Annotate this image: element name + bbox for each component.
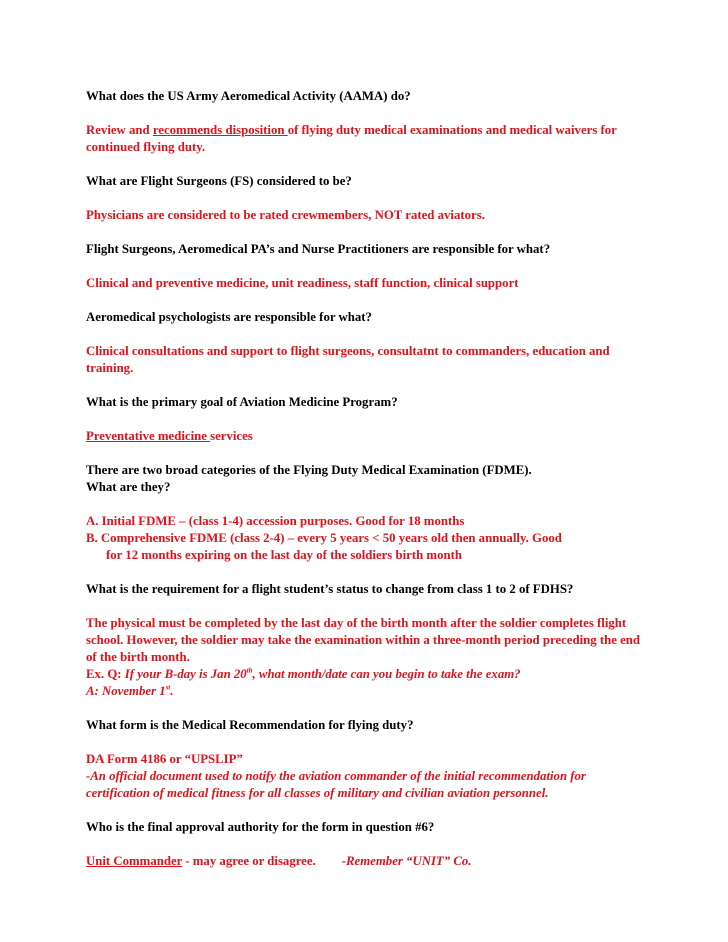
question-flight-surgeons: What are Flight Surgeons (FS) considered to be?: [86, 174, 352, 188]
question-responsibilities: Flight Surgeons, Aeromedical PA’s and Nurse Practitioners are responsible for what?: [86, 242, 551, 256]
question-approval-authority: Who is the final approval authority for the form in question #6?: [86, 820, 435, 834]
example-answer-post: .: [170, 684, 174, 698]
answer-fdme-a: A. Initial FDME – (class 1-4) accession purposes. Good for 18 months: [86, 514, 465, 528]
answer-aama-underlined: recommends disposition: [152, 123, 288, 137]
answer-responsibilities: Clinical and preventive medicine, unit readiness, staff function, clinical support: [86, 276, 519, 290]
question-fdme-line2: What are they?: [86, 480, 171, 494]
question-medical-form: What form is the Medical Recommendation for flying duty?: [86, 718, 414, 732]
answer-unit-commander: Unit Commander: [86, 854, 183, 868]
answer-fdme-categories: [86, 513, 646, 564]
example-question-sup: th: [246, 666, 253, 675]
answer-medical-form-desc: -An official document used to notify the aviation commander of the initial recommendation for certification of medical fitness for all classes of military and civilian aviation personnel.: [86, 769, 586, 800]
example-question-pre: If your B-day is Jan 20: [124, 667, 247, 681]
question-aama: What does the US Army Aeromedical Activity (AAMA) do?: [86, 89, 411, 103]
answer-approval-note: -Remember “UNIT” Co.: [341, 854, 472, 868]
answer-flight-surgeons: Physicians are considered to be rated crewmembers, NOT rated aviators.: [86, 208, 485, 222]
question-class-change: What is the requirement for a flight student’s status to change from class 1 to 2 of FDHS?: [86, 582, 574, 596]
answer-medical-form: [86, 751, 646, 802]
example-answer-pre: A: November 1: [86, 684, 166, 698]
example-label: Ex. Q:: [86, 667, 125, 681]
answer-medical-form-title: DA Form 4186 or “UPSLIP”: [86, 752, 243, 766]
answer-primary-goal: [86, 428, 646, 445]
answer-fdme-b2: for 12 months expiring on the last day of the soldiers birth month: [106, 548, 462, 562]
answer-psychologists: Clinical consultations and support to flight surgeons, consultatnt to commanders, education and training.: [86, 344, 610, 375]
example-question: [125, 667, 521, 681]
answer-aama-post: of flying duty medical examinations and medical waivers for continued flying duty.: [86, 123, 617, 154]
question-primary-goal: What is the primary goal of Aviation Medicine Program?: [86, 395, 398, 409]
example-answer: [86, 684, 173, 698]
question-psychologists: Aeromedical psychologists are responsible for what?: [86, 310, 372, 324]
example-answer-sup: st: [165, 683, 171, 692]
answer-primary-goal-post: services: [210, 429, 253, 443]
question-fdme-line1: There are two broad categories of the Flying Duty Medical Examination (FDME).: [86, 463, 532, 477]
answer-approval-mid: - may agree or disagree.: [182, 854, 316, 868]
question-fdme-categories: [86, 462, 646, 496]
answer-fdme-b1: B. Comprehensive FDME (class 2-4) – every 5 years < 50 years old then annually. Good: [86, 531, 562, 545]
answer-aama: [86, 122, 646, 156]
answer-primary-goal-underlined: Preventative medicine: [86, 429, 211, 443]
answer-class-change-text: The physical must be completed by the last day of the birth month after the soldier completes flight school. However, the soldier may take the examination within a three-month period preceding the end of the birth month.: [86, 616, 641, 664]
example-question-post: , what month/date can you begin to take the exam?: [252, 667, 521, 681]
answer-approval-authority: [86, 853, 646, 870]
answer-class-change: [86, 615, 646, 700]
answer-aama-pre: Review and: [86, 123, 153, 137]
document-page: [86, 88, 646, 870]
